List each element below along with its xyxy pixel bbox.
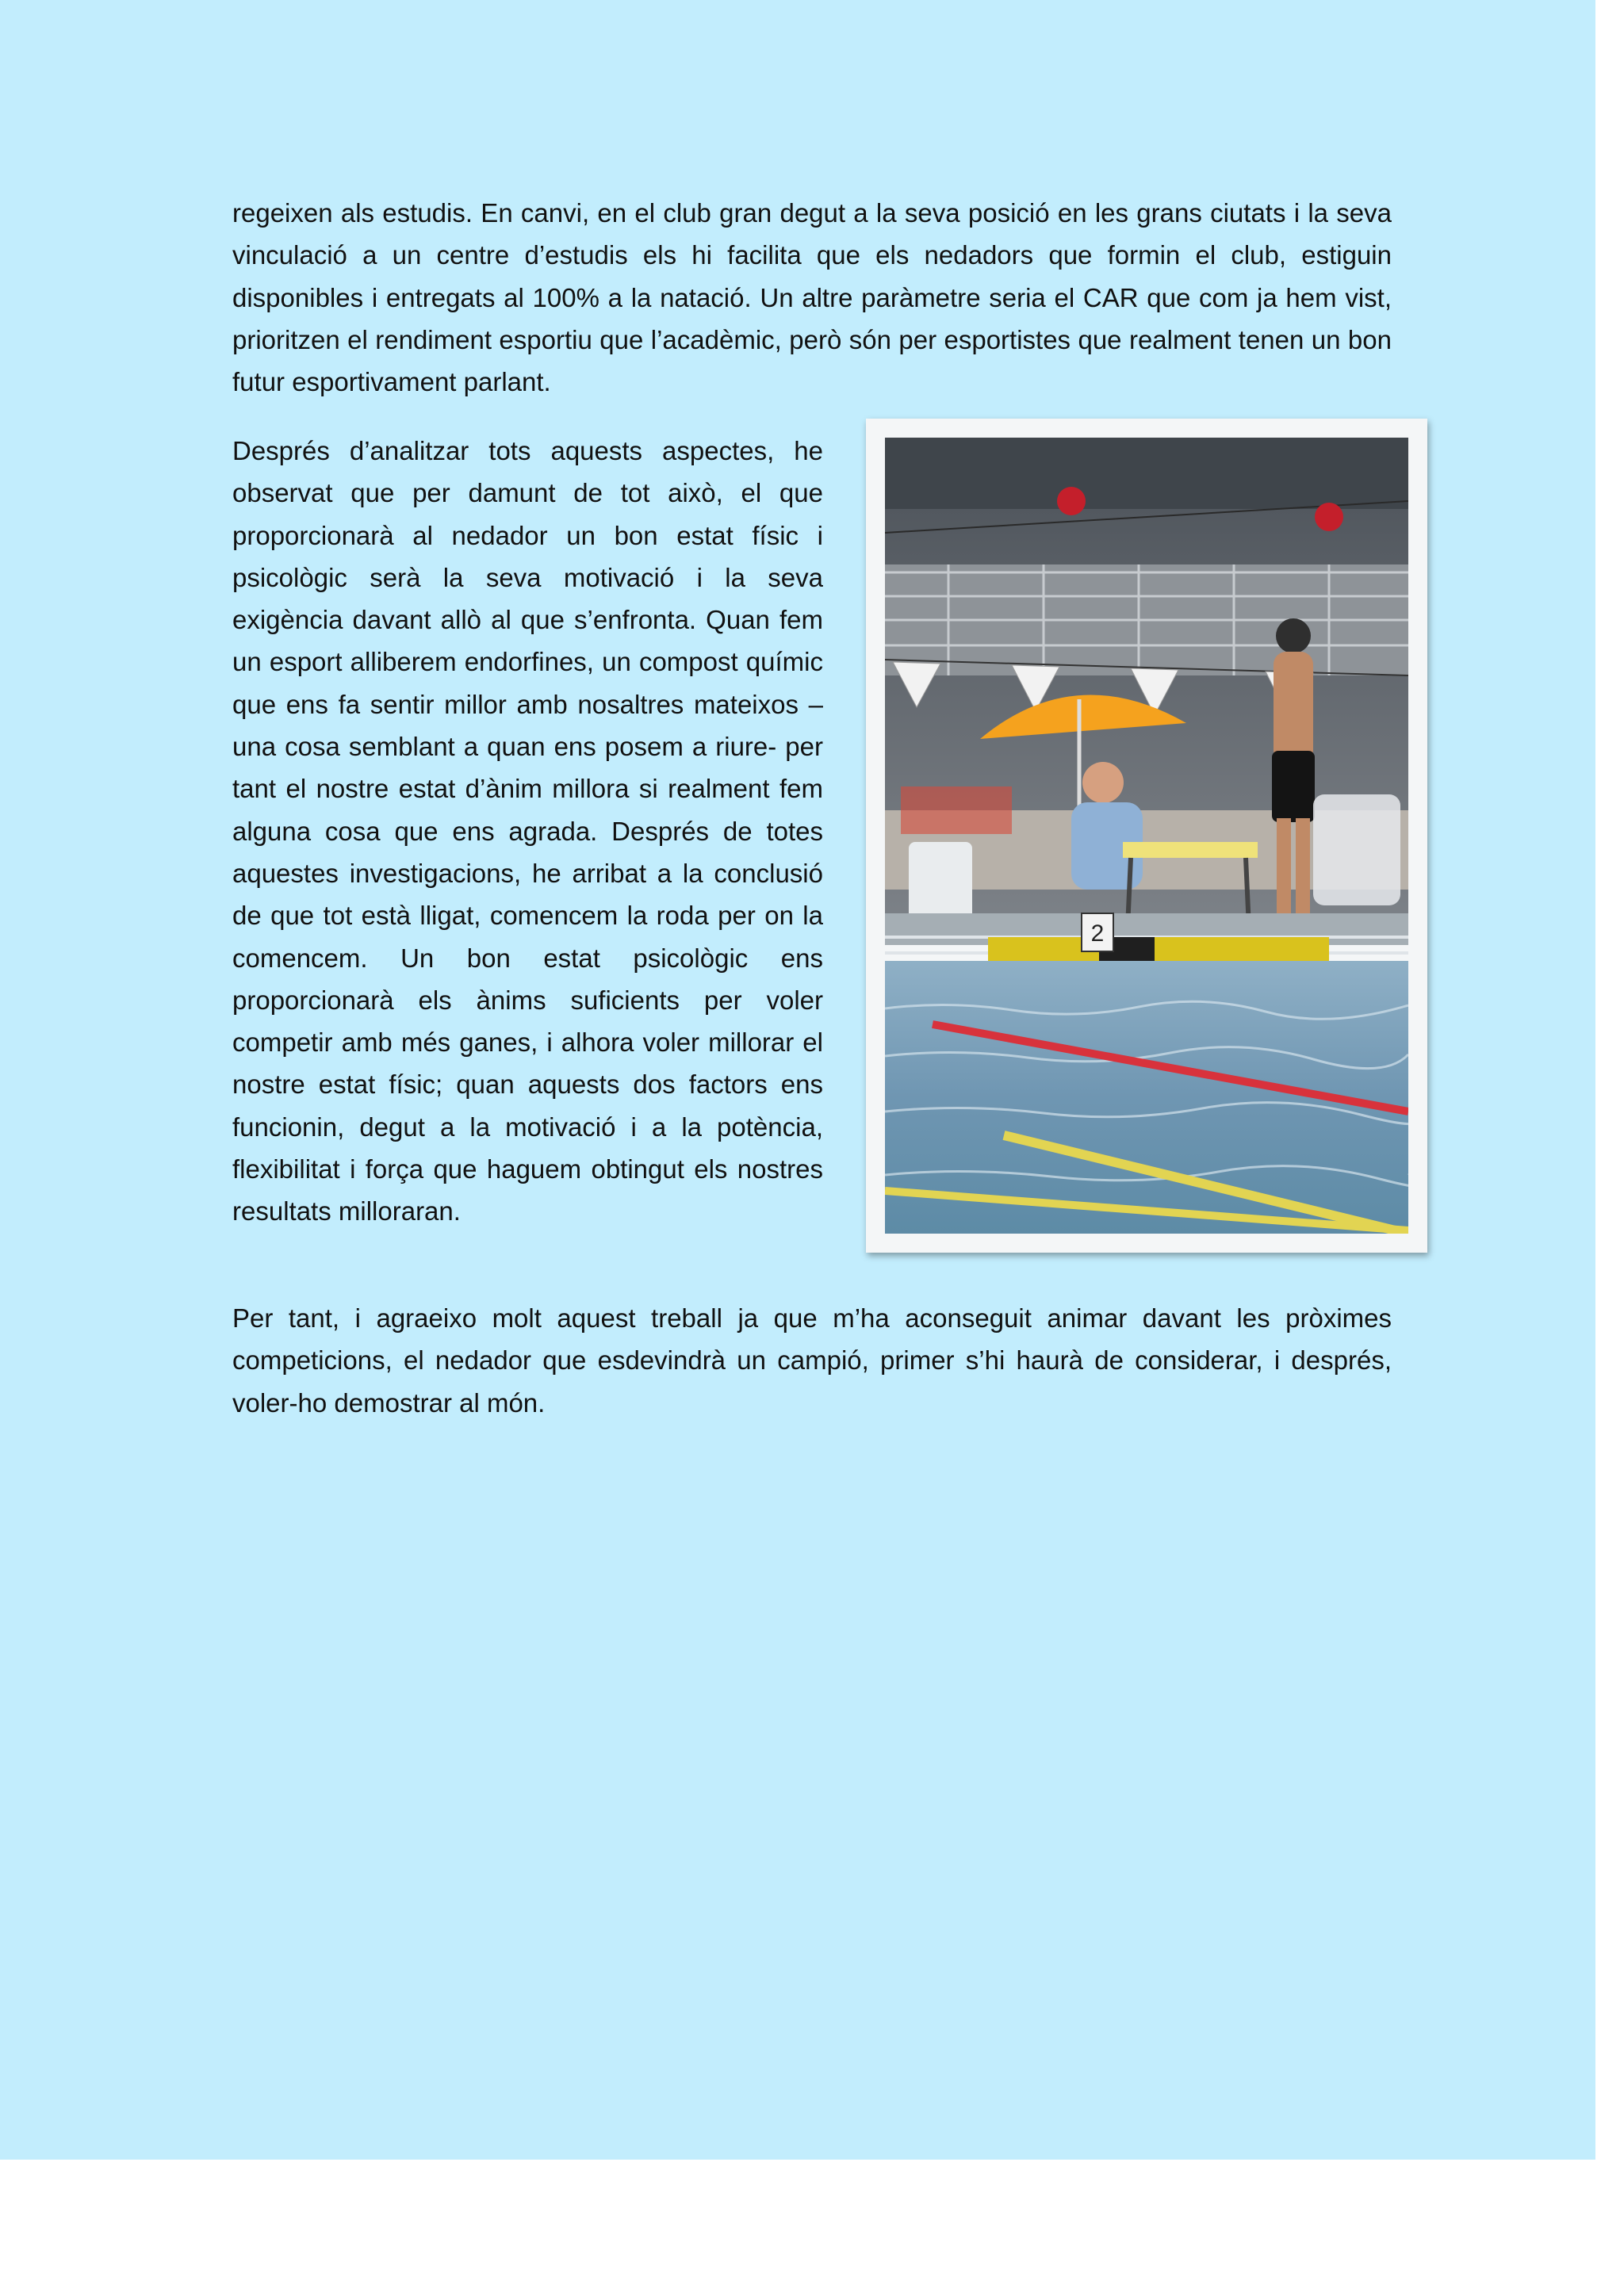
red-buoy-left [1057,487,1086,515]
swimmer-body [1274,652,1313,763]
official-head [1082,762,1124,803]
swimmer-head [1276,618,1311,653]
photo-illustration [885,438,1408,1234]
paragraph-3: Per tant, i agraeixo molt aquest treball ja que m’ha aconseguit animar davant les pròximes competicions, el nedador que esdevindrà un campió, primer s’hi haurà de considerar, i després, voler-ho demostrar al món. [232,1303,1392,1418]
red-buoy-right [1315,503,1343,531]
swimmer-suit [1272,751,1315,822]
paragraph-1: regeixen als estudis. En canvi, en el club gran degut a la seva posició en les grans ciutats i la seva vinculació a un centre d’estudis els hi facilita que els nedadors que formin el club, estiguin disponibles i entregats al 100% a la natació. Un altre paràmetre seria el CAR que com ja hem vist, prioritzen el rendiment esportiu que l’acadèmic, però són per esportistes que realment tenen un bon futur esportivament parlant. [232,198,1392,397]
swimming-pool-photo [866,419,1427,1253]
paragraph-2: Després d’analitzar tots aquests aspectes, he observat que per damunt de tot això, el que proporcionarà al nedador un bon estat físic i psicològic serà la seva motivació i la seva exigència davant allò al que s’enfronta. Quan fem un esport alliberem endorfines, un compost químic que ens fa sentir millor amb nosaltres mateixos – una cosa semblant a quan ens posem a riure- per tant el nostre estat d’ànim millora si realment fem alguna cosa que ens agrada. Després de totes aquestes investigacions, he arribat a la conclusió de que tot està lligat, comencem la roda per on la comencem. Un bon estat psicològic ens proporcionarà els ànims suficients per voler competir amb més ganes, i alhora voler millorar el nostre estat físic; quan aquests dos factors ens funcionin, degut a la motivació i a la potència, flexibilitat i força que haguem obtingut els nostres resultats milloraran. [232,436,823,1226]
block-number: 2 [1090,920,1105,947]
